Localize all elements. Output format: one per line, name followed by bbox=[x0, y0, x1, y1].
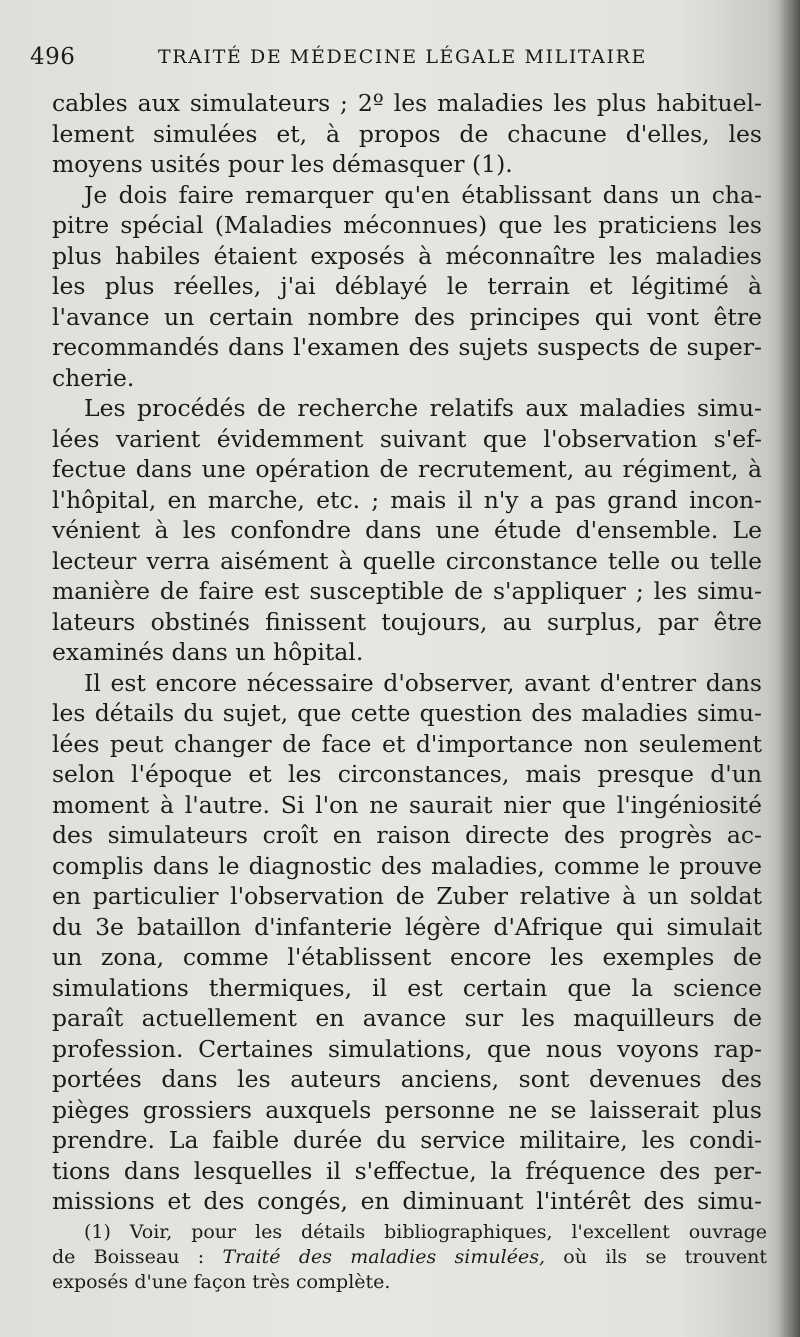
page-header bbox=[30, 44, 770, 76]
text-line: fectue dans une opération de recrutement, au régiment, à bbox=[52, 455, 762, 483]
text-line: lateurs obstinés finissent toujours, au surplus, par être bbox=[52, 607, 762, 636]
body-text bbox=[52, 88, 762, 1217]
text-line: vénient à les confondre dans une étude d'ensemble. Le bbox=[52, 516, 762, 544]
page-binding-shadow bbox=[778, 0, 800, 1337]
text-line: du 3e bataillon d'infanterie légère d'Afrique qui simulait bbox=[52, 912, 762, 941]
text-line: des simulateurs croît en raison directe des progrès ac- bbox=[52, 821, 762, 849]
text-line: pièges grossiers auxquels personne ne se laisserait plus bbox=[52, 1095, 762, 1124]
text-line: simulations thermiques, il est certain que la science bbox=[52, 973, 762, 1002]
paragraph-start-line: Je dois faire remarquer qu'en établissant dans un cha- bbox=[84, 180, 762, 209]
footnote-line: exposés d'une façon très complète. bbox=[52, 1271, 391, 1293]
footnote bbox=[52, 1220, 767, 1295]
text-line: lecteur verra aisément à quelle circonstance telle ou telle bbox=[52, 546, 762, 575]
footnote-line bbox=[52, 1245, 767, 1270]
text-line: moment à l'autre. Si l'on ne saurait nier que l'ingéniosité bbox=[52, 790, 762, 819]
text-line: un zona, comme l'établissent encore les exemples de bbox=[52, 943, 762, 971]
text-line: prendre. La faible durée du service militaire, les condi- bbox=[52, 1126, 762, 1154]
text-line: les détails du sujet, que cette question des maladies simu- bbox=[52, 699, 762, 727]
text-line: lées peut changer de face et d'importance non seulement bbox=[52, 729, 762, 758]
text-line: complis dans le diagnostic des maladies, comme le prouve bbox=[52, 851, 762, 880]
footnote-line: (1) Voir, pour les détails bibliographiques, l'excellent ouvrage bbox=[84, 1221, 767, 1243]
text-line: cables aux simulateurs ; 2º les maladies les plus habituel- bbox=[52, 89, 762, 117]
text-line: plus habiles étaient exposés à méconnaître les maladies bbox=[52, 241, 762, 270]
footnote-book-title: Traité des maladies simulées, bbox=[222, 1246, 545, 1268]
text-line: les plus réelles, j'ai déblayé le terrain et légitimé à bbox=[52, 272, 762, 300]
text-line: l'avance un certain nombre des principes qui vont être bbox=[52, 302, 762, 331]
text-line: lement simulées et, à propos de chacune d'elles, les bbox=[52, 119, 762, 148]
text-line: moyens usités pour les démasquer (1). bbox=[52, 150, 513, 178]
text-line: portées dans les auteurs anciens, sont devenues des bbox=[52, 1065, 762, 1093]
text-line: cherie. bbox=[52, 363, 135, 392]
text-line: lées varient évidemment suivant que l'observation s'ef- bbox=[52, 424, 762, 453]
text-line: examinés dans un hôpital. bbox=[52, 638, 364, 666]
text-line: missions et des congés, en diminuant l'intérêt des simu- bbox=[52, 1187, 762, 1215]
paragraph-start-line: Il est encore nécessaire d'observer, avant d'entrer dans bbox=[84, 668, 762, 697]
text-line: tions dans lesquelles il s'effectue, la fréquence des per- bbox=[52, 1156, 762, 1185]
text-line: selon l'époque et les circonstances, mais presque d'un bbox=[52, 760, 762, 788]
footnote-text: où ils se trouvent bbox=[545, 1246, 768, 1268]
text-line: en particulier l'observation de Zuber relative à un soldat bbox=[52, 882, 762, 910]
footnote-text: de Boisseau : bbox=[52, 1246, 223, 1268]
paragraph-start-line: Les procédés de recherche relatifs aux maladies simu- bbox=[84, 394, 762, 422]
text-line: pitre spécial (Maladies méconnues) que les praticiens les bbox=[52, 211, 762, 239]
page-number: 496 bbox=[30, 44, 76, 70]
text-line: paraît actuellement en avance sur les maquilleurs de bbox=[52, 1004, 762, 1032]
text-line: profession. Certaines simulations, que nous voyons rap- bbox=[52, 1034, 762, 1063]
text-line: recommandés dans l'examen des sujets suspects de super- bbox=[52, 333, 762, 361]
text-line: l'hôpital, en marche, etc. ; mais il n'y a pas grand incon- bbox=[52, 485, 762, 514]
running-title: TRAITÉ DE MÉDECINE LÉGALE MILITAIRE bbox=[158, 46, 647, 68]
text-line: manière de faire est susceptible de s'appliquer ; les simu- bbox=[52, 577, 762, 605]
